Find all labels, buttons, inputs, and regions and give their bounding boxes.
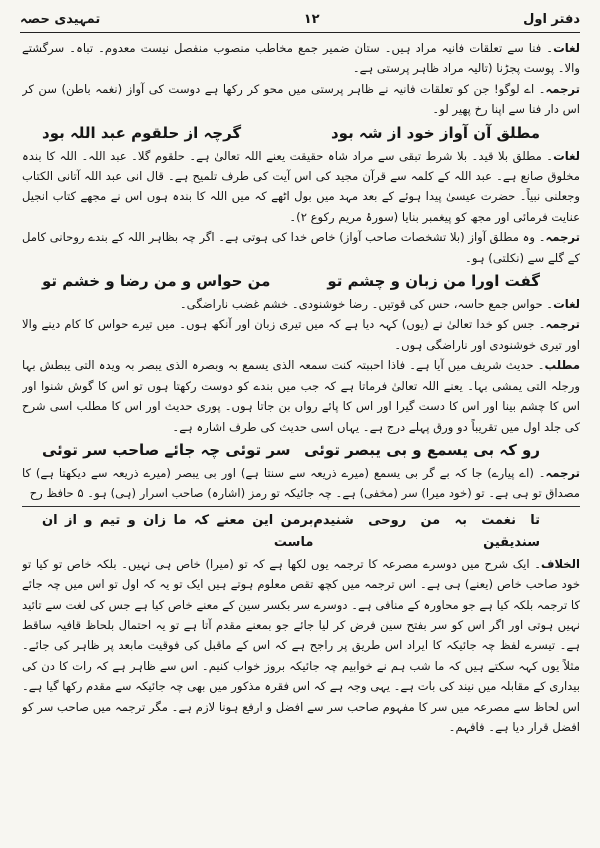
paragraph-matlab: مطلب۔ حدیث شریف میں آیا ہے۔ فاذا احببتہ کنت سمعہ الذی یسمع بہ وبصرہ الذی یبصر بہ ویدہ التی یبطش بہا ورجلہ التی یمشی بہا۔ یعنے اللہ تعالیٰ فرماتا ہے کہ جب میں بندے کو دوست رکھتا ہوں تو اس کا گوش شنوا اور اس کا چشم بینا اور اس کا دست گیرا اور اس کا پائے رواں بن جاتا ہوں۔ پوری حدیث اور اس کا مطلب اسی شرح کی جلد اول میں تقریباً دو ورق پہلے درج ہے۔ یہاں اسی حدیث کی طرف اشارہ ہے۔	[22, 358, 580, 434]
page-body	[22, 38, 580, 834]
verse-3: رو کہ بی یسمع و بی یبصر توئی سر توئی چہ جائے صاحب سر توئی	[42, 440, 540, 459]
paragraph-khilaf: الخلاف۔ ایک شرح میں دوسرے مصرعہ کا ترجمہ یوں لکھا ہے کہ تو (میرا) خاص ہی نہیں۔ بلکہ خاص تو کیا تو خود صاحب خاص (یعنے) ہی ہے۔ اس ترجمہ میں کچھ تقص معلوم ہوتے ہیں ایک تو یہ کہ اول تو اس میں چہ جائے کا ترجمہ بلکہ کیا ہے جو محاورہ کے منافی ہے۔ دوسرے سر بکسر سین کے معنے خاص کیا ہے جس کی لغت سے تائید نہیں ہوتی اور اگر اس کو سر بفتح سین فرض کر لیا جائے جو بمعنے مقدم آتا ہے تو یہ احتمال بلحاظ قافیہ ساقط ہے۔ تیسرے لفظ چہ جائیکہ کا ایراد اس طریق پر راجح ہے کہ اس کے ماقبل کی فوقیت مابعد پر ظاہر کی جائے۔ مثلاً یوں کہہ سکتے ہیں کہ ما شب ہم نے خوابیم چہ جائیکہ بروز خواب کنیم۔ اس سے ظاہر ہے کہ رات کا دن کی بیداری کے مقابلہ میں نیند کی بات ہے۔ یہی وجہ ہے کہ اس فقرہ مذکور میں بھی چہ جائیکہ سے مقدم رکھا گیا ہے۔ اس لحاظ سے مصرعہ میں سر کا مفہوم صاحب سر سے افضل و ارفع ہونا لازم ہے۔ مگر ترجمہ میں صاحب سر کو افضل قرار دیا ہے۔ فافہم۔	[22, 556, 580, 734]
page-number: ۱۲	[303, 11, 320, 27]
header-rule	[20, 32, 580, 33]
paragraph-tarjuma-1: ترجمہ۔ اے لوگو! جن کو تعلقات فانیہ نے ظاہر پرستی میں محو کر رکھا ہے دوست کی آواز (نغمہ باطن) سن کر اس دار فنا سے اپنا رخ پھیر لو۔	[22, 81, 580, 117]
paragraph-tarjuma-4: ترجمہ۔ (اے پیارے) جا کہ بے گر بی یسمع (میرے ذریعہ سے سنتا ہے) اور بی یبصر (میرے ذریعہ سے دیکھتا ہے) کا مصداق تو ہی ہے۔ تو (خود میرا) سر (مخفی) ہے۔ چہ جائیکہ تو رمز (اشارہ) صاحب اسرار (ہی) ہو۔ ۵ حافظ رح	[22, 465, 580, 501]
verse-4: تا نغمت بہ من روحی شنیدم سندیقین برمن این معنے کہ ما زان و تیم و از ان ماست	[42, 512, 540, 550]
page-header	[20, 8, 580, 30]
paragraph-lughat-1: لغات۔ فنا سے تعلقات فانیہ مراد ہیں۔ ستان ضمیر جمع مخاطب منصوب منفصل نیست معدوم۔ تباہ۔ سرگشتے والا۔ پوست پجڑنا (تالیہ مراد ظاہر پرستی ہے۔	[22, 41, 580, 76]
paragraph-tarjuma-2: ترجمہ۔ وہ مطلق آواز (بلا تشخصات صاحب آواز) خاص خدا کی ہوتی ہے۔ اگر چہ بظاہر اللہ کے بندے روحانی کامل کے گلے سے (نکلتی) ہو۔	[22, 230, 580, 265]
verse-1: مطلق آن آواز خود از شہ بود گرچہ از حلقوم عبد اللہ بود	[42, 123, 540, 142]
paragraph-lughat-2: لغات۔ مطلق بلا قید۔ بلا شرط تبقی سے مراد شاہ حقیقت یعنے اللہ تعالیٰ ہے۔ حلقوم گلا۔ عبد اللہ۔ اللہ کا بندہ مخلوق صانع ہے۔ عبد اللہ کے کلمہ سے قرآن مجید کی اس آیت کی طرف تلمیح ہے۔ قال انی عبد اللہ آتانی الکتاب وجعلنی نبیاً۔ حضرت عیسیٰ پیدا ہوئے کے بعد مہد میں بول اٹھے کہ میں اللہ کا بندہ ہوں اس نے مجھے کتاب انجیل عنایت فرمائی اور مجھ کو پیغمبر بنایا (سورۂ مریم رکوع ۲)۔	[22, 148, 580, 224]
paragraph-tarjuma-3: ترجمہ۔ جس کو خدا تعالیٰ نے (یوں) کہہ دیا ہے کہ میں تیری زبان اور آنکھ ہوں۔ میں تیرے حواس کا کام دینے والا اور تیری خوشنودی اور ناراضگی ہوں۔	[22, 317, 580, 352]
header-section-title: تمہیدی حصہ	[20, 11, 101, 27]
section-rule	[22, 506, 580, 507]
paragraph-lughat-3: لغات۔ حواس جمع حاسہ، حس کی قوتیں۔ رضا خوشنودی۔ خشم غضب ناراضگی۔	[179, 297, 580, 312]
header-book-title: دفتر اول	[523, 11, 580, 27]
verse-2: گفت اورا من زبان و چشم تو من حواس و من رضا و خشم تو	[42, 272, 540, 291]
